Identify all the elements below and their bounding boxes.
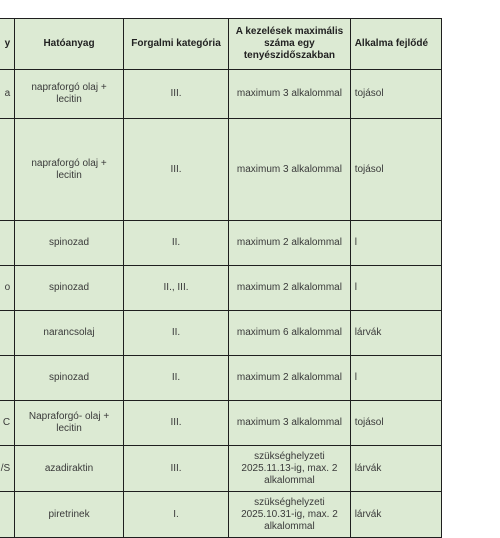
cell-stage: tojásol xyxy=(350,70,441,119)
cell-active-ingredient: napraforgó olaj + lecitin xyxy=(15,70,124,119)
cell-stage: tojásol xyxy=(350,401,441,446)
cell-stage: l xyxy=(350,266,441,311)
cell-stage: l xyxy=(350,356,441,401)
header-max-treatments: A kezelések maximális száma egy tenyészidőszakban xyxy=(229,19,351,70)
cell-product: o xyxy=(0,266,15,311)
cell-product xyxy=(0,221,15,266)
cell-product xyxy=(0,311,15,356)
cell-product: C xyxy=(0,401,15,446)
cell-active-ingredient: napraforgó olaj + lecitin xyxy=(15,119,124,221)
product-table xyxy=(0,18,442,538)
table-body xyxy=(0,70,442,538)
cell-max-treatments: maximum 2 alkalommal xyxy=(229,221,351,266)
cell-product xyxy=(0,119,15,221)
table-row xyxy=(0,221,442,266)
cell-active-ingredient: azadiraktin xyxy=(15,446,124,492)
cell-category: III. xyxy=(123,70,228,119)
cell-product xyxy=(0,356,15,401)
cell-max-treatments: szükséghelyzeti 2025.10.31-ig, max. 2 alkalommal xyxy=(229,492,351,538)
cell-product: /S xyxy=(0,446,15,492)
cell-max-treatments: maximum 6 alkalommal xyxy=(229,311,351,356)
cell-active-ingredient: Napraforgó- olaj + lecitin xyxy=(15,401,124,446)
header-category: Forgalmi kategória xyxy=(123,19,228,70)
header-active-ingredient: Hatóanyag xyxy=(15,19,124,70)
cell-active-ingredient: spinozad xyxy=(15,221,124,266)
table-row xyxy=(0,401,442,446)
table-row xyxy=(0,119,442,221)
cell-stage: lárvák xyxy=(350,446,441,492)
table-row xyxy=(0,446,442,492)
table-row xyxy=(0,356,442,401)
cell-max-treatments: szükséghelyzeti 2025.11.13-ig, max. 2 alkalommal xyxy=(229,446,351,492)
cell-category: II. xyxy=(123,311,228,356)
cell-max-treatments: maximum 3 alkalommal xyxy=(229,401,351,446)
cell-stage: lárvák xyxy=(350,492,441,538)
cell-max-treatments: maximum 2 alkalommal xyxy=(229,266,351,311)
cell-stage: lárvák xyxy=(350,311,441,356)
table-row xyxy=(0,311,442,356)
cell-category: I. xyxy=(123,492,228,538)
cell-stage: tojásol xyxy=(350,119,441,221)
table-header-row xyxy=(0,19,442,70)
cell-max-treatments: maximum 2 alkalommal xyxy=(229,356,351,401)
header-product: y xyxy=(0,19,15,70)
cell-category: II. xyxy=(123,356,228,401)
table-row xyxy=(0,492,442,538)
cell-category: II. xyxy=(123,221,228,266)
cell-active-ingredient: spinozad xyxy=(15,266,124,311)
table-row xyxy=(0,70,442,119)
cell-category: III. xyxy=(123,401,228,446)
cell-max-treatments: maximum 3 alkalommal xyxy=(229,119,351,221)
cell-category: II., III. xyxy=(123,266,228,311)
cell-category: III. xyxy=(123,119,228,221)
cell-active-ingredient: piretrinek xyxy=(15,492,124,538)
cell-max-treatments: maximum 3 alkalommal xyxy=(229,70,351,119)
cell-stage: l xyxy=(350,221,441,266)
cell-product xyxy=(0,492,15,538)
cell-active-ingredient: narancsolaj xyxy=(15,311,124,356)
cell-category: III. xyxy=(123,446,228,492)
cell-active-ingredient: spinozad xyxy=(15,356,124,401)
table-row xyxy=(0,266,442,311)
header-stage: Alkalma fejlődé xyxy=(350,19,441,70)
cell-product: a xyxy=(0,70,15,119)
